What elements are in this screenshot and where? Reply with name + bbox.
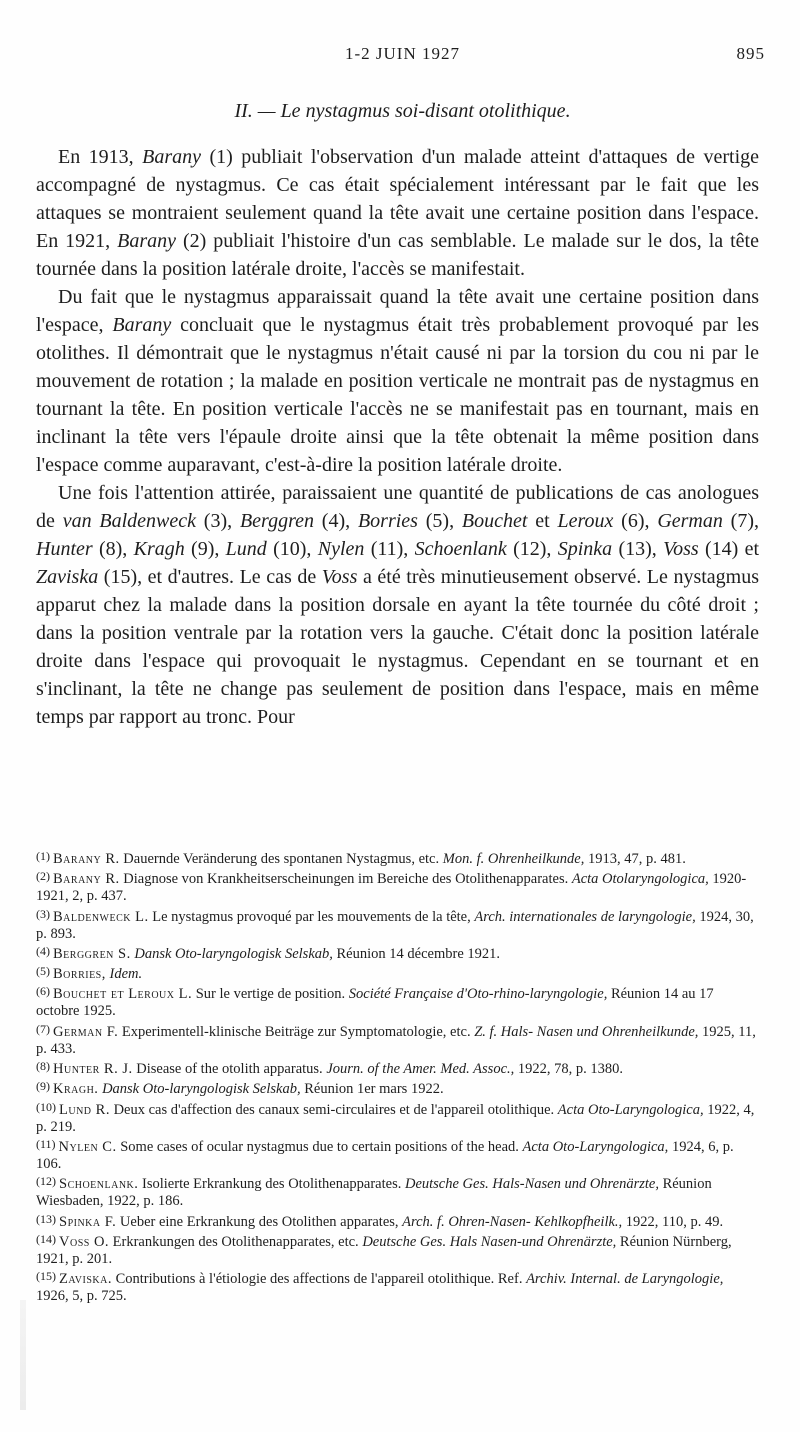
footnotes <box>36 848 759 1305</box>
footnote-text: Disease of the otolith apparatus. <box>136 1061 327 1078</box>
text-run: (6), <box>613 510 658 532</box>
footnote <box>36 1078 759 1098</box>
footnote-source: Dansk Oto-laryngologisk Selskab, <box>102 1081 301 1098</box>
footnote <box>36 848 759 868</box>
text-run: (3), <box>196 510 240 532</box>
footnote-text: Le nystagmus provoqué par les mouvements de la tête, <box>152 908 475 925</box>
footnote <box>36 963 759 983</box>
footnote-details: Réunion Wiesbaden, 1922, p. 186. <box>36 1176 712 1210</box>
footnote <box>36 868 759 905</box>
text-run: (5), <box>417 510 462 532</box>
text-run: (13), <box>612 538 664 560</box>
footnote-source: Z. f. Hals- Nasen und Ohrenheilkunde, <box>474 1023 699 1040</box>
footnote-source: Société Française d'Oto-rhino-laryngologie, <box>348 986 608 1003</box>
footnote-source: Acta Otolaryngologica, <box>571 871 709 888</box>
footnote-author: Lund R. <box>59 1101 110 1118</box>
text-run: (14) et <box>698 538 760 560</box>
cited-author: Bouchet <box>461 510 528 532</box>
footnote-text: Isolierte Erkrankung des Otolithenapparates. <box>142 1176 405 1193</box>
footnote-source: Mon. f. Ohrenheilkunde, <box>442 851 585 867</box>
cited-author: Zaviska <box>36 566 99 588</box>
footnote-details: 1922, 4, p. 219. <box>36 1101 755 1135</box>
section-dash: — <box>257 100 276 122</box>
footnote-details: 1922, 78, p. 1380. <box>514 1061 624 1078</box>
footnote-details: Réunion 14 décembre 1921. <box>332 945 501 962</box>
footnote-number: (15) <box>36 1269 56 1284</box>
cited-author: Borries <box>357 510 418 532</box>
footnote-number: (9) <box>36 1079 50 1094</box>
cited-author: Voss <box>663 538 699 560</box>
page-edge-shadow <box>20 1300 26 1410</box>
footnote-number: (3) <box>36 906 50 921</box>
paragraph-2 <box>36 283 759 479</box>
footnote <box>36 1021 759 1058</box>
text-run: (12), <box>506 538 558 560</box>
running-head-date: 1-2 JUIN 1927 <box>345 44 460 63</box>
text-run: Une fois l'attention attirée, paraissaient une quantité de publications de cas anologues de <box>36 482 759 532</box>
footnote-text: Dauernde Veränderung des spontanen Nystagmus, etc. <box>123 851 443 867</box>
paragraph-1 <box>36 143 759 283</box>
footnote-details: 1925, 11, p. 433. <box>36 1023 756 1057</box>
cited-author: Nylen <box>317 538 365 560</box>
footnote <box>36 1211 759 1231</box>
cited-author: Kragh <box>133 538 185 560</box>
footnote-number: (11) <box>36 1136 56 1151</box>
footnote-details: 1924, 30, p. 893. <box>36 908 754 942</box>
text-run: (8), <box>92 538 134 560</box>
footnote-details: 1922, 110, p. 49. <box>622 1213 724 1230</box>
text-run: En 1913, <box>58 146 143 168</box>
footnote-number: (8) <box>36 1059 50 1074</box>
page-number: 895 <box>736 44 765 63</box>
footnote-author: Schoenlank. <box>59 1176 139 1193</box>
footnote-text: Erkrankungen des Otolithenapparates, etc. <box>112 1233 363 1250</box>
footnote-author: Borries, <box>53 966 106 983</box>
text-run: (2) publiait l'histoire d'un cas semblable. Le malade sur le dos, la tête tournée dans la position latérale droite, l'accès se manifestait. <box>36 230 759 280</box>
footnote-source: Archiv. Internal. de Laryngologie, <box>526 1271 724 1288</box>
text-run: (9), <box>184 538 226 560</box>
footnote-author: German F. <box>53 1023 119 1040</box>
footnote-source: Dansk Oto-laryngologisk Selskab, <box>134 945 333 962</box>
footnote-text: Sur le vertige de position. <box>195 986 349 1003</box>
section-number: II. <box>234 100 253 122</box>
footnote <box>36 1173 759 1210</box>
footnote-text: Some cases of ocular nystagmus due to certain positions of the head. <box>120 1138 523 1155</box>
footnote-author: Nylen C. <box>58 1138 117 1155</box>
footnote-author: Voss O. <box>59 1233 110 1250</box>
footnote <box>36 906 759 943</box>
footnote-text: Experimentell-klinische Beiträge zur Symptomatologie, etc. <box>121 1023 475 1040</box>
paragraph-3 <box>36 479 759 731</box>
footnote-author: Barany R. <box>53 851 120 867</box>
footnote-number: (2) <box>36 869 50 884</box>
footnote-number: (6) <box>36 984 50 999</box>
footnote-source: Deutsche Ges. Hals Nasen-und Ohrenärzte, <box>362 1233 617 1250</box>
footnote-source: Journ. of the Amer. Med. Assoc., <box>326 1061 515 1078</box>
text-run: (15), et d'autres. Le cas de <box>98 566 322 588</box>
footnote-number: (4) <box>36 943 50 958</box>
footnote-details: 1926, 5, p. 725. <box>36 1288 127 1305</box>
footnote-number: (14) <box>36 1231 56 1246</box>
footnote-author: Kragh. <box>53 1081 99 1098</box>
footnote-author: Baldenweck L. <box>53 908 149 925</box>
body-text <box>36 143 759 731</box>
cited-author: Leroux <box>557 510 614 532</box>
cited-author: Barany <box>117 230 177 252</box>
cited-author: Barany <box>142 146 202 168</box>
cited-author: van Baldenweck <box>62 510 196 532</box>
footnote-author: Bouchet et Leroux L. <box>53 986 193 1003</box>
footnote-number: (7) <box>36 1021 50 1036</box>
text-run: Du fait que le nystagmus apparaissait quand la tête avait une certaine position dans l'espace, <box>36 286 759 336</box>
cited-author: Voss <box>321 566 358 588</box>
footnote-number: (1) <box>36 849 50 863</box>
footnote-author: Berggren S. <box>53 945 131 962</box>
text-run: et <box>527 510 558 532</box>
footnote <box>36 983 759 1020</box>
footnote-text: Deux cas d'affection des canaux semi-circulaires et de l'appareil otolithique. <box>113 1101 558 1118</box>
footnote-details: 1913, 47, p. 481. <box>584 851 686 867</box>
footnote-details: 1920-1921, 2, p. 437. <box>36 871 747 905</box>
text-run: a été très minutieusement observé. Le nystagmus apparut chez la malade dans la position dorsale en ayant la tête tournée du côté droit ; dans la position ventrale par la rotation vers la gauche. C'était donc la position latérale droite dans l'espace qui provoquait le nystagmus. Cependant en se tournant et en s'inclinant, la tête ne change pas seulement de position dans l'espace, mais en même temps par rapport au tronc. Pour <box>36 566 759 728</box>
cited-author: Berggren <box>239 510 314 532</box>
text-run: (11), <box>364 538 415 560</box>
footnote-author: Hunter R. J. <box>53 1061 133 1078</box>
footnote-number: (13) <box>36 1211 56 1226</box>
cited-author: German <box>657 510 723 532</box>
footnote-source: Idem. <box>109 966 143 983</box>
cited-author: Spinka <box>557 538 613 560</box>
footnote-details: Réunion 1er mars 1922. <box>300 1081 444 1098</box>
running-head <box>40 44 765 74</box>
text-run: (10), <box>266 538 318 560</box>
footnote-text: Contributions à l'étiologie des affections de l'appareil otolithique. Ref. <box>115 1271 527 1288</box>
footnote-source: Acta Oto-Laryngologica, <box>557 1101 704 1118</box>
footnote-source: Arch. internationales de laryngologie, <box>474 908 696 925</box>
footnote <box>36 1268 759 1305</box>
section-title-text: Le nystagmus soi-disant otolithique. <box>280 100 571 122</box>
footnote-source: Acta Oto-Laryngologica, <box>522 1138 669 1155</box>
footnote-author: Spinka F. <box>59 1213 117 1230</box>
footnote-author: Barany R. <box>53 871 120 888</box>
footnote <box>36 943 759 963</box>
footnote-text: Ueber eine Erkrankung des Otolithen apparates, <box>119 1213 403 1230</box>
footnote <box>36 1136 759 1173</box>
text-run: concluait que le nystagmus était très probablement provoqué par les otolithes. Il démontrait que le nystagmus n'était causé ni par la torsion du cou ni par le mouvement de rotation ; la malade en position verticale ne montrait pas de nystagmus en tournant la tête. En position verticale l'accès ne se manifestait pas en tournant, mais en inclinant la tête vers l'épaule droite ainsi que la tête obtenait la même position dans l'espace comme auparavant, c'est-à-dire la position latérale droite. <box>36 314 759 476</box>
text-run: (4), <box>314 510 358 532</box>
section-title <box>40 100 765 123</box>
footnote-text: Diagnose von Krankheitserscheinungen im Bereiche des Otolithenapparates. <box>123 871 572 888</box>
footnote-details: Réunion 14 au 17 octobre 1925. <box>36 986 714 1020</box>
footnote-source: Deutsche Ges. Hals-Nasen und Ohrenärzte, <box>404 1176 659 1193</box>
cited-author: Schoenlank <box>414 538 507 560</box>
cited-author: Lund <box>225 538 267 560</box>
text-run: (7), <box>722 510 759 532</box>
cited-author: Barany <box>112 314 172 336</box>
footnote-number: (5) <box>36 964 50 979</box>
footnote-author: Zaviska. <box>59 1271 112 1288</box>
footnote <box>36 1231 759 1268</box>
footnote <box>36 1058 759 1078</box>
text-run: (1) publiait l'observation d'un malade atteint d'attaques de vertige accompagné de nystagmus. Ce cas était spécialement intéressant par le fait que les attaques se montraient seulement quand la tête avait une certaine position dans l'espace. En 1921, <box>36 146 759 252</box>
footnote-number: (12) <box>36 1174 56 1189</box>
cited-author: Hunter <box>36 538 93 560</box>
footnote-source: Arch. f. Ohren-Nasen- Kehlkopfheilk., <box>402 1213 623 1230</box>
footnote <box>36 1099 759 1136</box>
footnote-number: (10) <box>36 1099 56 1114</box>
footnote-details: 1924, 6, p. 106. <box>36 1138 734 1172</box>
footnote-details: Réunion Nürnberg, 1921, p. 201. <box>36 1233 732 1267</box>
